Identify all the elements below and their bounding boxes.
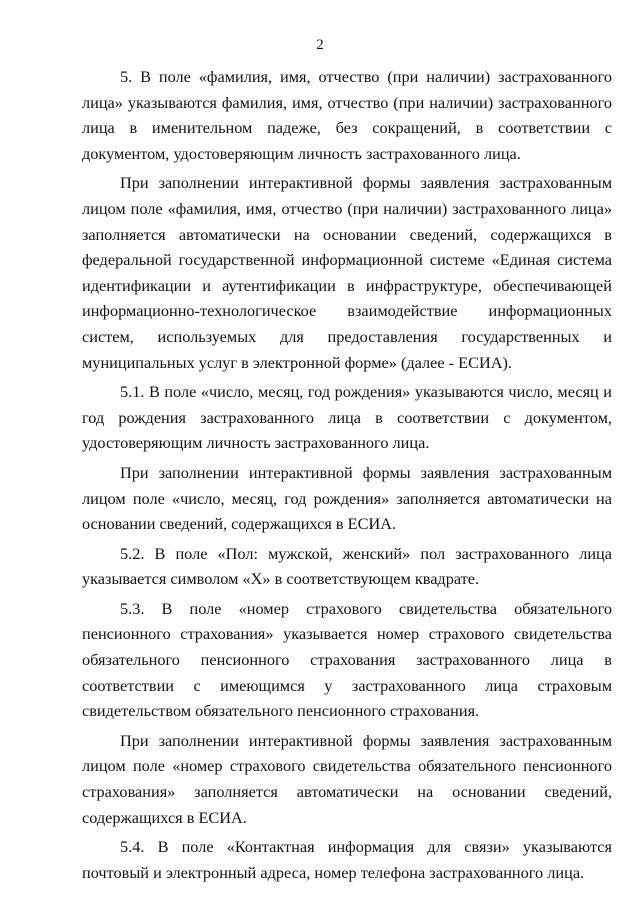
document-body <box>82 64 612 889</box>
paragraph-5: 5. В поле «фамилия, имя, отчество (при наличии) застрахованного лица» указываются фамилия, имя, отчество (при наличии) застрахованного лица в именительном падеже, без сокращений, в соответствии с документом, удостоверяющим личность застрахованного лица. <box>82 67 612 163</box>
paragraph-5-3-note: При заполнении интерактивной формы заявления застрахованным лицом поле «номер страхового свидетельства обязательного пенсионного страхования» заполняется автоматически на основании сведений, содержащихся в ЕСИА. <box>82 730 612 827</box>
page-number: 2 <box>316 37 324 53</box>
paragraph-5-1-note: При заполнении интерактивной формы заявления застрахованным лицом поле «число, месяц, год рождения» заполняется автоматически на основании сведений, содержащихся в ЕСИА. <box>82 462 612 534</box>
paragraph-5-2: 5.2. В поле «Пол: мужской, женский» пол застрахованного лица указывается символом «X» в соответствующем квадрате. <box>82 543 612 589</box>
paragraph-5-1: 5.1. В поле «число, месяц, год рождения» указываются число, месяц и год рождения застрахованного лица в соответствии с документом, удостоверяющим личность застрахованного лица. <box>82 382 612 453</box>
paragraph-5-3: 5.3. В поле «номер страхового свидетельства обязательного пенсионного страхования» указывается номер страхового свидетельства обязательного пенсионного страхования застрахованного лица в соответствии с имеющимся у застрахованного лица страховым свидетельством обязательного пенсионного страхования. <box>82 598 612 721</box>
paragraph-5-4: 5.4. В поле «Контактная информация для связи» указываются почтовый и электронный адреса, номер телефона застрахованного лица. <box>82 837 612 882</box>
paragraph-5-note: При заполнении интерактивной формы заявления застрахованным лицом поле «фамилия, имя, отчество (при наличии) застрахованного лица» заполняется автоматически на основании сведений, содержащихся в федеральной государственной информационной системе «Единая система идентификации и аутентификации в инфраструктуре, обеспечивающей информационно-технологическое взаимодействие информационных систем, используемых для предоставления государственных и муниципальных услуг в электронной форме» (далее - ЕСИА). <box>82 173 612 372</box>
